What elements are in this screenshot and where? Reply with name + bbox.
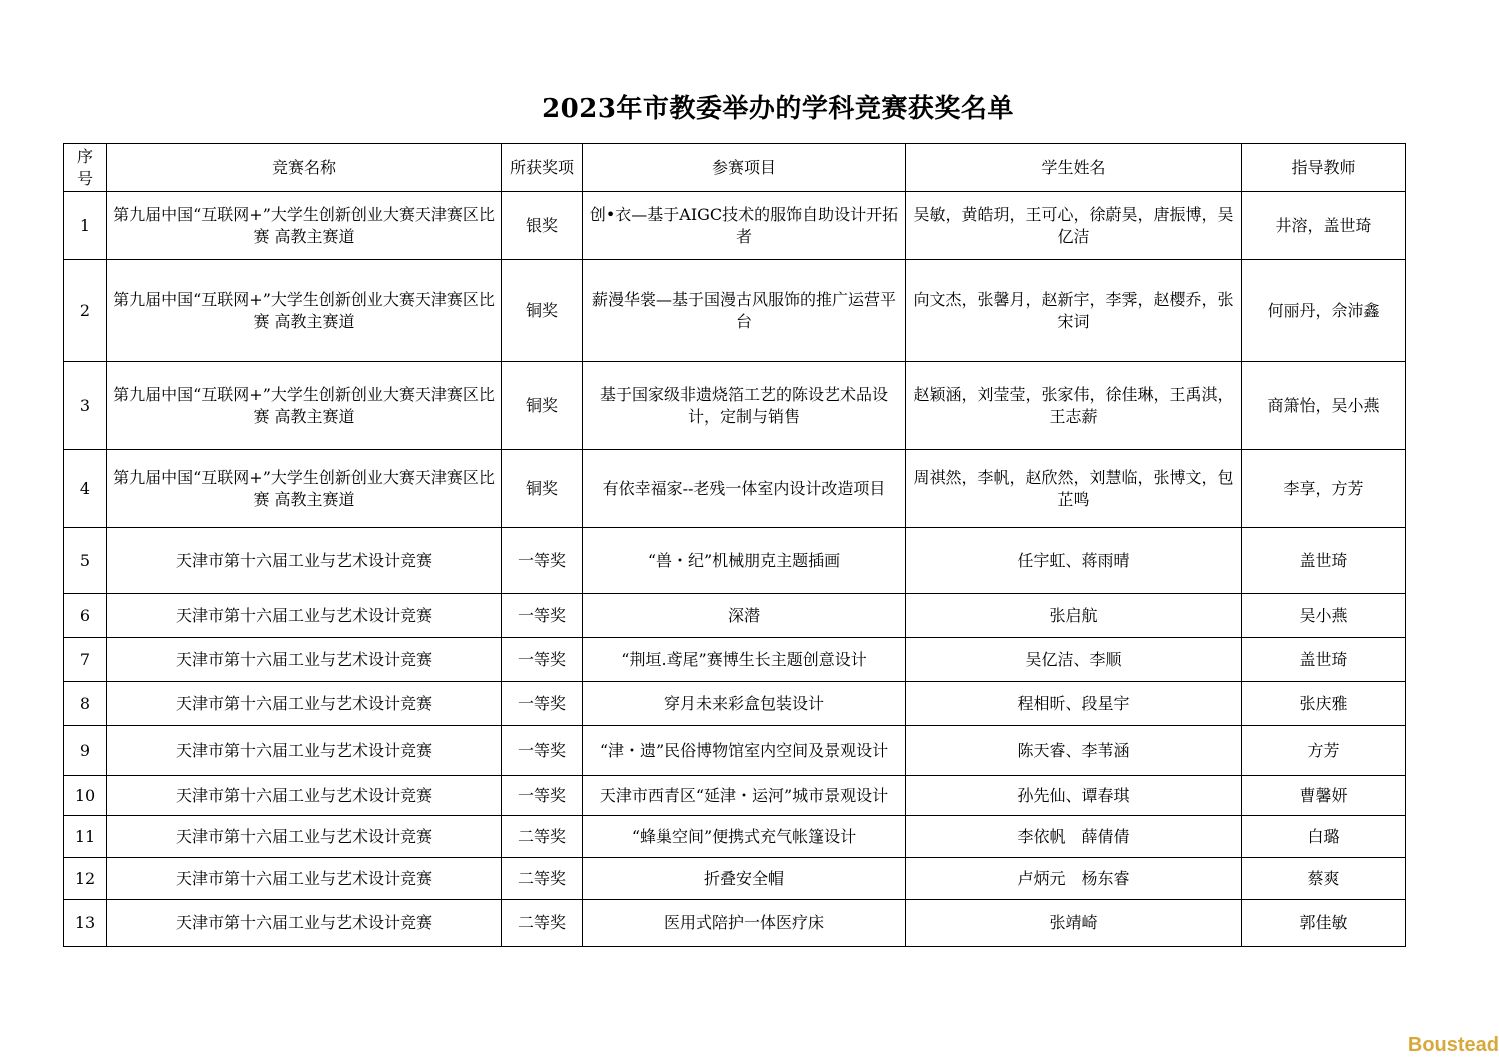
cell-students: 卢炳元 杨东睿 [906, 858, 1242, 900]
cell-students: 李依帆 薛倩倩 [906, 816, 1242, 858]
cell-project: 折叠安全帽 [583, 858, 906, 900]
cell-project: “荆垣.鸢尾”赛博生长主题创意设计 [583, 638, 906, 682]
cell-advisor: 李享，方芳 [1242, 450, 1406, 528]
cell-index: 3 [64, 362, 107, 450]
cell-index: 11 [64, 816, 107, 858]
cell-competition: 第九届中国“互联网+”大学生创新创业大赛天津赛区比赛 高教主赛道 [107, 362, 502, 450]
cell-advisor: 吴小燕 [1242, 594, 1406, 638]
cell-students: 张靖崎 [906, 900, 1242, 947]
table-row [64, 594, 1406, 638]
cell-award: 铜奖 [502, 362, 583, 450]
cell-students: 向文杰，张馨月，赵新宇，李霁，赵樱乔，张宋词 [906, 260, 1242, 362]
cell-advisor: 井溶，盖世琦 [1242, 192, 1406, 260]
cell-competition: 天津市第十六届工业与艺术设计竞赛 [107, 776, 502, 816]
header-award: 所获奖项 [502, 144, 583, 192]
cell-project: 有依幸福家--老残一体室内设计改造项目 [583, 450, 906, 528]
cell-award: 二等奖 [502, 816, 583, 858]
cell-advisor: 曹馨妍 [1242, 776, 1406, 816]
header-project: 参赛项目 [583, 144, 906, 192]
cell-index: 12 [64, 858, 107, 900]
cell-index: 1 [64, 192, 107, 260]
cell-award: 一等奖 [502, 682, 583, 726]
cell-students: 孙先仙、谭春琪 [906, 776, 1242, 816]
cell-index: 7 [64, 638, 107, 682]
cell-index: 2 [64, 260, 107, 362]
table-row [64, 362, 1406, 450]
cell-students: 任宇虹、蒋雨晴 [906, 528, 1242, 594]
cell-competition: 天津市第十六届工业与艺术设计竞赛 [107, 816, 502, 858]
table-row [64, 638, 1406, 682]
cell-award: 铜奖 [502, 450, 583, 528]
cell-award: 一等奖 [502, 528, 583, 594]
header-index: 序号 [64, 144, 107, 192]
header-advisor: 指导教师 [1242, 144, 1406, 192]
table-row [64, 816, 1406, 858]
cell-competition: 天津市第十六届工业与艺术设计竞赛 [107, 638, 502, 682]
cell-project: 薪漫华裳—基于国漫古风服饰的推广运营平台 [583, 260, 906, 362]
table-row [64, 900, 1406, 947]
cell-project: “津・遗”民俗博物馆室内空间及景观设计 [583, 726, 906, 776]
cell-competition: 天津市第十六届工业与艺术设计竞赛 [107, 900, 502, 947]
cell-index: 10 [64, 776, 107, 816]
cell-advisor: 盖世琦 [1242, 528, 1406, 594]
cell-award: 二等奖 [502, 858, 583, 900]
cell-students: 吴亿洁、李顺 [906, 638, 1242, 682]
cell-award: 银奖 [502, 192, 583, 260]
cell-competition: 天津市第十六届工业与艺术设计竞赛 [107, 858, 502, 900]
cell-award: 一等奖 [502, 776, 583, 816]
cell-index: 5 [64, 528, 107, 594]
table-row [64, 858, 1406, 900]
cell-students: 张启航 [906, 594, 1242, 638]
cell-award: 一等奖 [502, 638, 583, 682]
cell-project: 创•衣—基于AIGC技术的服饰自助设计开拓者 [583, 192, 906, 260]
cell-students: 吴敏，黄皓玥，王可心，徐蔚昊，唐振博，吴亿洁 [906, 192, 1242, 260]
cell-project: 医用式陪护一体医疗床 [583, 900, 906, 947]
header-row [64, 144, 1406, 192]
cell-students: 程相昕、段星宇 [906, 682, 1242, 726]
table-row [64, 682, 1406, 726]
cell-advisor: 白璐 [1242, 816, 1406, 858]
table-row [64, 528, 1406, 594]
cell-project: “蜂巢空间”便携式充气帐篷设计 [583, 816, 906, 858]
cell-project: 天津市西青区“延津・运河”城市景观设计 [583, 776, 906, 816]
cell-competition: 天津市第十六届工业与艺术设计竞赛 [107, 528, 502, 594]
page-title: 2023年市教委举办的学科竞赛获奖名单 [542, 94, 1014, 124]
cell-award: 二等奖 [502, 900, 583, 947]
cell-index: 4 [64, 450, 107, 528]
cell-project: 深潜 [583, 594, 906, 638]
cell-students: 陈天睿、李苇涵 [906, 726, 1242, 776]
cell-index: 13 [64, 900, 107, 947]
cell-award: 铜奖 [502, 260, 583, 362]
cell-competition: 第九届中国“互联网+”大学生创新创业大赛天津赛区比赛 高教主赛道 [107, 450, 502, 528]
cell-advisor: 郭佳敏 [1242, 900, 1406, 947]
cell-students: 赵颖涵，刘莹莹，张家伟，徐佳琳，王禹淇，王志薪 [906, 362, 1242, 450]
cell-advisor: 盖世琦 [1242, 638, 1406, 682]
cell-competition: 第九届中国“互联网+”大学生创新创业大赛天津赛区比赛 高教主赛道 [107, 192, 502, 260]
cell-competition: 天津市第十六届工业与艺术设计竞赛 [107, 594, 502, 638]
table-row [64, 450, 1406, 528]
cell-advisor: 张庆雅 [1242, 682, 1406, 726]
cell-competition: 天津市第十六届工业与艺术设计竞赛 [107, 726, 502, 776]
cell-advisor: 何丽丹，佘沛鑫 [1242, 260, 1406, 362]
cell-students: 周祺然，李帆，赵欣然，刘慧临，张博文，包芷鸣 [906, 450, 1242, 528]
cell-competition: 天津市第十六届工业与艺术设计竞赛 [107, 682, 502, 726]
cell-advisor: 蔡爽 [1242, 858, 1406, 900]
table-row [64, 260, 1406, 362]
cell-advisor: 商箫怡，吴小燕 [1242, 362, 1406, 450]
cell-project: “兽・纪”机械朋克主题插画 [583, 528, 906, 594]
cell-award: 一等奖 [502, 594, 583, 638]
awards-table [63, 143, 1406, 947]
cell-advisor: 方芳 [1242, 726, 1406, 776]
table-row [64, 776, 1406, 816]
cell-project: 基于国家级非遗烧箔工艺的陈设艺术品设计，定制与销售 [583, 362, 906, 450]
cell-index: 9 [64, 726, 107, 776]
header-students: 学生姓名 [906, 144, 1242, 192]
cell-index: 8 [64, 682, 107, 726]
cell-index: 6 [64, 594, 107, 638]
cell-competition: 第九届中国“互联网+”大学生创新创业大赛天津赛区比赛 高教主赛道 [107, 260, 502, 362]
table-row [64, 726, 1406, 776]
header-competition: 竞赛名称 [107, 144, 502, 192]
table-row [64, 192, 1406, 260]
watermark-logo: Boustead [1407, 1034, 1499, 1056]
cell-award: 一等奖 [502, 726, 583, 776]
cell-project: 穿月未来彩盒包装设计 [583, 682, 906, 726]
